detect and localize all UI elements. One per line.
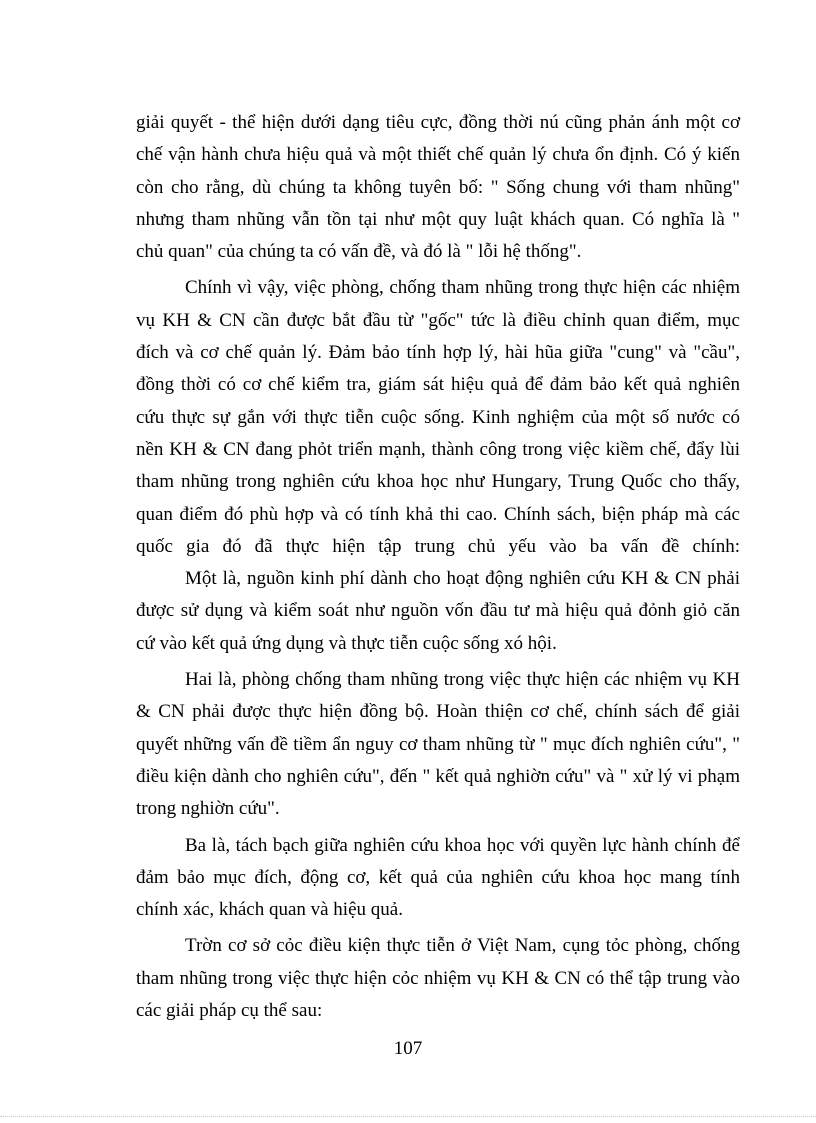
text-line: giải quyết - thể hiện dưới dạng tiêu cực, đồng thời nú cũng phản ánh một cơ [136, 112, 740, 133]
text-line: còn cho rằng, dù chúng ta không tuyên bố: " Sống chung với tham nhũng" [136, 176, 740, 198]
text-line: trong nghiờn cứu". [136, 798, 280, 820]
text-line: Hai là, phòng chống tham nhũng trong việc thực hiện các nhiệm vụ KH [185, 669, 740, 691]
page-number: 107 [393, 1038, 423, 1059]
paragraph [136, 272, 740, 563]
text-line: Một là, nguồn kinh phí dành cho hoạt động nghiên cứu KH & CN phải [185, 568, 740, 590]
text-line: nhưng tham nhũng vẫn tồn tại như một quy luật khách quan. Có nghĩa là " [136, 208, 740, 230]
paragraph [136, 930, 740, 1027]
text-line: quốc gia đó đã thực hiện tập trung chủ yếu vào ba vấn đề chính: [136, 535, 740, 557]
paragraph [136, 664, 740, 825]
text-line: chính xác, khách quan và hiệu quả. [136, 899, 403, 921]
text-line: đích và cơ chế quản lý. Đảm bảo tính hợp lý, hài hũa giữa "cung" và "cầu", [136, 342, 740, 364]
text-line: tham nhũng trong việc thực hiện cỏc nhiệm vụ KH & CN có thể tập trung vào [136, 967, 740, 989]
text-line: đồng thời có cơ chế kiểm tra, giám sát hiệu quả để đảm bảo kết quả nghiên [136, 374, 740, 396]
text-line: & CN phải được thực hiện đồng bộ. Hoàn thiện cơ chế, chính sách để giải [136, 701, 740, 723]
text-line: quyết những vấn đề tiềm ẩn nguy cơ tham nhũng từ " mục đích nghiên cứu", " [136, 733, 740, 755]
body-text [136, 107, 740, 1027]
text-line: vụ KH & CN cần được bắt đầu từ "gốc" tức là điều chỉnh quan điểm, mục [136, 309, 740, 331]
text-line: cứu thực sự gắn với thực tiễn cuộc sống. Kinh nghiệm của một số nước có [136, 406, 740, 428]
text-line: nền KH & CN đang phỏt triển mạnh, thành công trong việc kiềm chế, đẩy lùi [136, 438, 740, 460]
text-line: tham nhũng trong nghiên cứu khoa học như Hungary, Trung Quốc cho thấy, [136, 471, 740, 493]
text-line: các giải pháp cụ thể sau: [136, 1000, 323, 1022]
text-line: Trờn cơ sở cỏc điều kiện thực tiễn ở Việt Nam, cụng tỏc phòng, chống [185, 935, 740, 957]
text-line: chế vận hành chưa hiệu quả và một thiết chế quản lý chưa ổn định. Có ý kiến [136, 144, 740, 166]
text-line: đảm bảo mục đích, động cơ, kết quả của nghiên cứu khoa học mang tính [136, 866, 740, 888]
text-line: cứ vào kết quả ứng dụng và thực tiễn cuộc sống xó hội. [136, 632, 557, 654]
text-line: được sử dụng và kiểm soát như nguồn vốn đầu tư mà hiệu quả đỏnh giỏ căn [136, 600, 740, 622]
paragraph [136, 107, 740, 268]
text-line: Ba là, tách bạch giữa nghiên cứu khoa học với quyền lực hành chính để [185, 834, 740, 856]
text-line: quan điểm đó phù hợp và có tính khả thi cao. Chính sách, biện pháp mà các [136, 503, 740, 525]
paragraph [136, 563, 740, 660]
text-line: điều kiện dành cho nghiên cứu", đến " kết quả nghiờn cứu" và " xử lý vi phạm [136, 765, 740, 787]
text-line: chủ quan" của chúng ta có vấn đề, và đó là " lỗi hệ thống". [136, 241, 582, 263]
page-bottom-divider [0, 1116, 816, 1117]
text-line: Chính vì vậy, việc phòng, chống tham nhũng trong thực hiện các nhiệm [185, 277, 740, 299]
paragraph [136, 830, 740, 927]
